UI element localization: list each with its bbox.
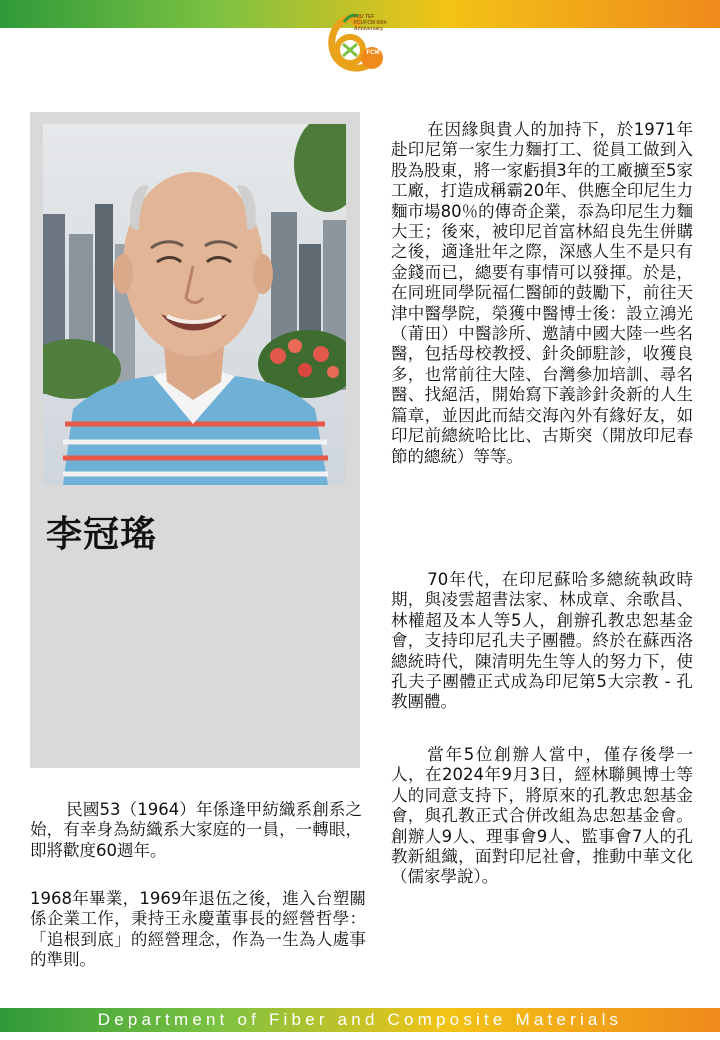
logo-line-2: FCUFCM 60th [354,20,387,26]
logo-line-1: FJU TEF [354,14,375,20]
bio-paragraph-left-2: 1968年畢業，1969年退伍之後，進入台塑關係企業工作，秉持王永慶董事長的經營哲學：「追根到底」的經營理念，作為一生為人處事的準則。 [30,889,366,970]
bio-paragraph-left-1: 民國53（1964）年係逢甲紡織系創系之始，有幸身為紡織系大家庭的一員，一轉眼，即將歡度60週年。 [30,800,362,860]
logo-line-3: Anniversary [354,26,383,32]
logo-badge: FCM [366,50,380,56]
bio-paragraph-right-2: 70年代，在印尼蘇哈多總統執政時期，與凌雲超書法家、林成章、余歌昌、林權超及本人等5人，創辦孔教忠恕基金會，支持印尼孔夫子團體。終於在蘇西洛總統時代，陳清明先生等人的努力下，使孔夫子團體正式成為印尼第5大宗教 - 孔教團體。 [391,570,693,712]
portrait-photo [43,124,346,485]
bio-paragraph-right-3: 當年5位創辦人當中，僅存後學一人，在2024年9月3日，經林聯興博士等人的同意支持下，將原來的孔教忠恕基金會，與孔教正式合併改組為忠恕基金會。創辦人9人、理事會9人、監事會7人的孔教新組織，面對印尼社會，推動中華文化（儒家學說）。 [391,745,693,887]
logo-text [354,14,394,32]
department-footer: Department of Fiber and Composite Materials [97,1010,623,1029]
bio-paragraph-right-1: 在因緣與貴人的加持下，於1971年赴印尼第一家生力麵打工、從員工做到入股為股東，將一家虧損3年的工廠擴至5家工廠，打造成稱霸20年、供應全印尼生力麵市場80％的傳奇企業，忝為印尼生力麵大王；後來，被印尼首富林紹良先生併購之後，適逢壯年之際，深感人生不是只有金錢而已，總要有事情可以發揮。於是，在同班同學阮福仁醫師的鼓勵下，前往天津中醫學院，榮獲中醫博士後：設立鴻光（莆田）中醫診所、邀請中國大陸一些名醫，包括母校教授、針灸師駐診，收獲良多，也常前往大陸、台灣參加培訓、尋名醫、找絕活，開始寫下義診針灸新的人生篇章，並因此而結交海內外有緣好友，如印尼前總統哈比比、古斯突（開放印尼春節的總統）等等。 [391,120,693,466]
person-name: 李冠瑤 [46,514,158,555]
